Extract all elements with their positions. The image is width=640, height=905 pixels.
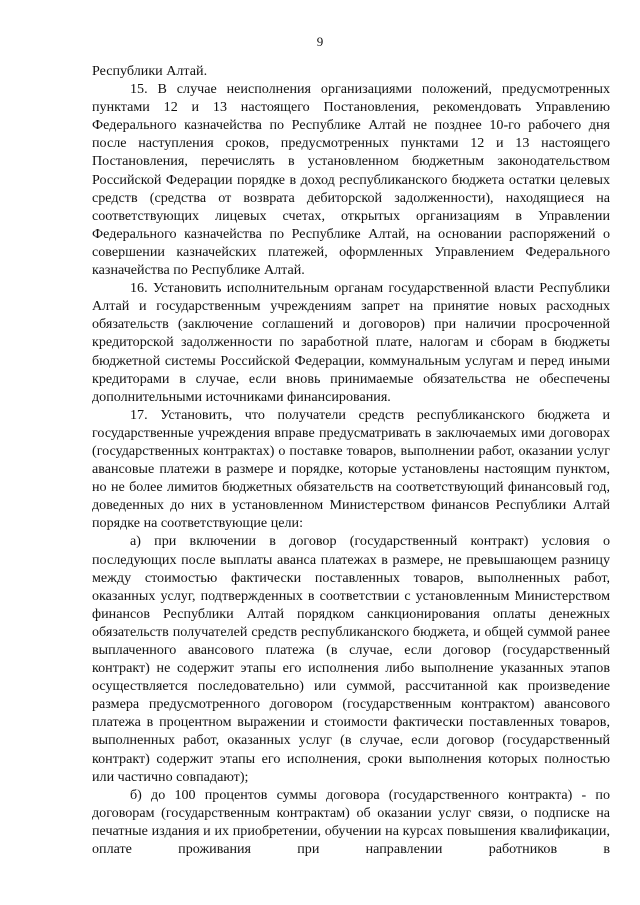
paragraph-item-17: 17. Установить, что получатели средств республиканского бюджета и государственные учреждения вправе предусматривать в заключаемых ими договорах (государственных контрактах) о поставке товаров, выполнении работ, оказании услуг авансовые платежи в размере и порядке, которые установлены настоящим пунктом, но не более лимитов бюджетных обязательств на соответствующий финансовый год, доведенных до них в установленном Министерством финансов Республики Алтай порядке на соответствующие цели: bbox=[92, 406, 610, 532]
paragraph-item-15: 15. В случае неисполнения организациями положений, предусмотренных пунктами 12 и 13 настоящего Постановления, рекомендовать Управлению Федерального казначейства по Республике Алтай не позднее 10-го рабочего дня после наступления сроков, предусмотренных пунктами 12 и 13 настоящего Постановления, перечислять в установленном бюджетным законодательством Российской Федерации порядке в доход республиканского бюджета остатки целевых средств (средства от возврата дебиторской задолженности), находящиеся на соответствующих лицевых счетах, открытых организациям в Управлении Федерального казначейства по Республике Алтай, на основании распоряжений о совершении казначейских платежей, оформленных Управлением Федерального казначейства по Республике Алтай. bbox=[92, 81, 610, 279]
paragraph-subitem-b: б) до 100 процентов суммы договора (государственного контракта) - по договорам (государственным контрактам) об оказании услуг связи, о подписке на печатные издания и их приобретении, обучении на курсах повышения квалификации, оплате проживания при направлении работников в bbox=[92, 786, 610, 858]
page-number: 9 bbox=[316, 34, 324, 49]
paragraph-subitem-a: а) при включении в договор (государственный контракт) условия о последующих после выплаты аванса платежах в размере, не превышающем разницу между стоимостью фактически поставленных товаров, выполненных работ, оказанных услуг, подтвержденных в соответствии с установленным Министерством финансов Республики Алтай порядком санкционирования оплаты денежных обязательств получателей средств республиканского бюджета, и общей суммой ранее выплаченного авансового платежа (в случае, если договор (государственный контракт) не содержит этапы его исполнения либо выполнение указанных этапов осуществляется последовательно) или суммой, рассчитанной как произведение размера предусмотренного договором (государственным контрактом) авансового платежа в процентном выражении и стоимости фактически поставленных товаров, выполненных работ, оказанных услуг (в случае, если договор (государственный контракт) содержит этапы его исполнения, сроки выполнения которых полностью или частично совпадают); bbox=[92, 533, 610, 785]
document-body bbox=[92, 62, 610, 858]
paragraph-continuation: Республики Алтай. bbox=[92, 63, 208, 79]
paragraph-item-16: 16. Установить исполнительным органам государственной власти Республики Алтай и государственным учреждениям запрет на принятие новых расходных обязательств (заключение соглашений и договоров) при наличии просроченной кредиторской задолженности по заработной плате, налогам и сборам в бюджеты бюджетной системы Российской Федерации, коммунальным услугам и перед иными кредиторами в случае, если вновь принимаемые обязательства не обеспечены дополнительными источниками финансирования. bbox=[92, 280, 610, 405]
